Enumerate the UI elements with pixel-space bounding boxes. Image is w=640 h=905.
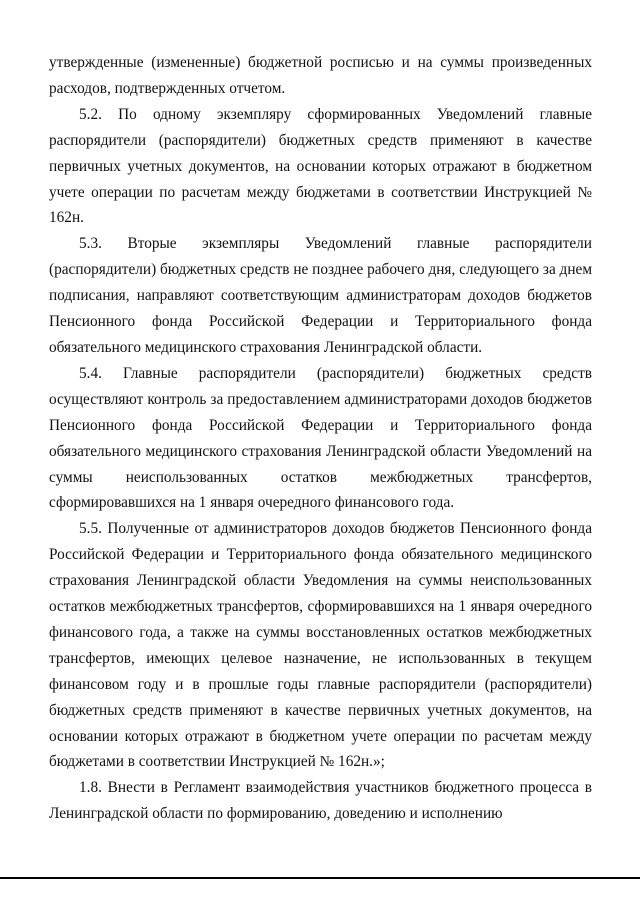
paragraph-1-8: 1.8. Внести в Регламент взаимодействия участников бюджетного процесса в Ленинградской области по формированию, доведению и исполнению [49, 779, 592, 823]
paragraph-5-5: 5.5. Полученные от администраторов доходов бюджетов Пенсионного фонда Российской Федерации и Территориального фонда обязательного медицинского страхования Ленинградской области Уведомления на суммы неиспользованных остатков межбюджетных трансфертов, сформировавшихся на 1 января очередного финансового года, а также на суммы восстановленных остатков межбюджетных трансфертов, имеющих целевое назначение, не использованных в текущем финансовом году и в прошлые годы главные распорядители (распорядители) бюджетных средств применяют в качестве первичных учетных документов, на основании которых отражают в бюджетном учете операции по расчетам между бюджетами в соответствии Инструкцией № 162н.»; [49, 520, 592, 771]
page-bottom-border [0, 877, 640, 879]
paragraph-5-3: 5.3. Вторые экземпляры Уведомлений главные распорядители (распорядители) бюджетных средств не позднее рабочего дня, следующего за днем подписания, направляют соответствующим администраторам доходов бюджетов Пенсионного фонда Российской Федерации и Территориального фонда обязательного медицинского страхования Ленинградской области. [49, 235, 592, 356]
document-body [49, 50, 592, 827]
paragraph-continuation: утвержденные (измененные) бюджетной росписью и на суммы произведенных расходов, подтвержденных отчетом. [49, 54, 592, 97]
paragraph-5-4: 5.4. Главные распорядители (распорядители) бюджетных средств осуществляют контроль за предоставлением администраторами доходов бюджетов Пенсионного фонда Российской Федерации и Территориального фонда обязательного медицинского страхования Ленинградской области Уведомлений на суммы неиспользованных остатков межбюджетных трансфертов, сформировавшихся на 1 января очередного финансового года. [49, 364, 592, 512]
paragraph-5-2: 5.2. По одному экземпляру сформированных Уведомлений главные распорядители (распорядители) бюджетных средств применяют в качестве первичных учетных документов, на основании которых отражают в бюджетном учете операции по расчетам между бюджетами в соответствии Инструкцией № 162н. [49, 105, 592, 227]
